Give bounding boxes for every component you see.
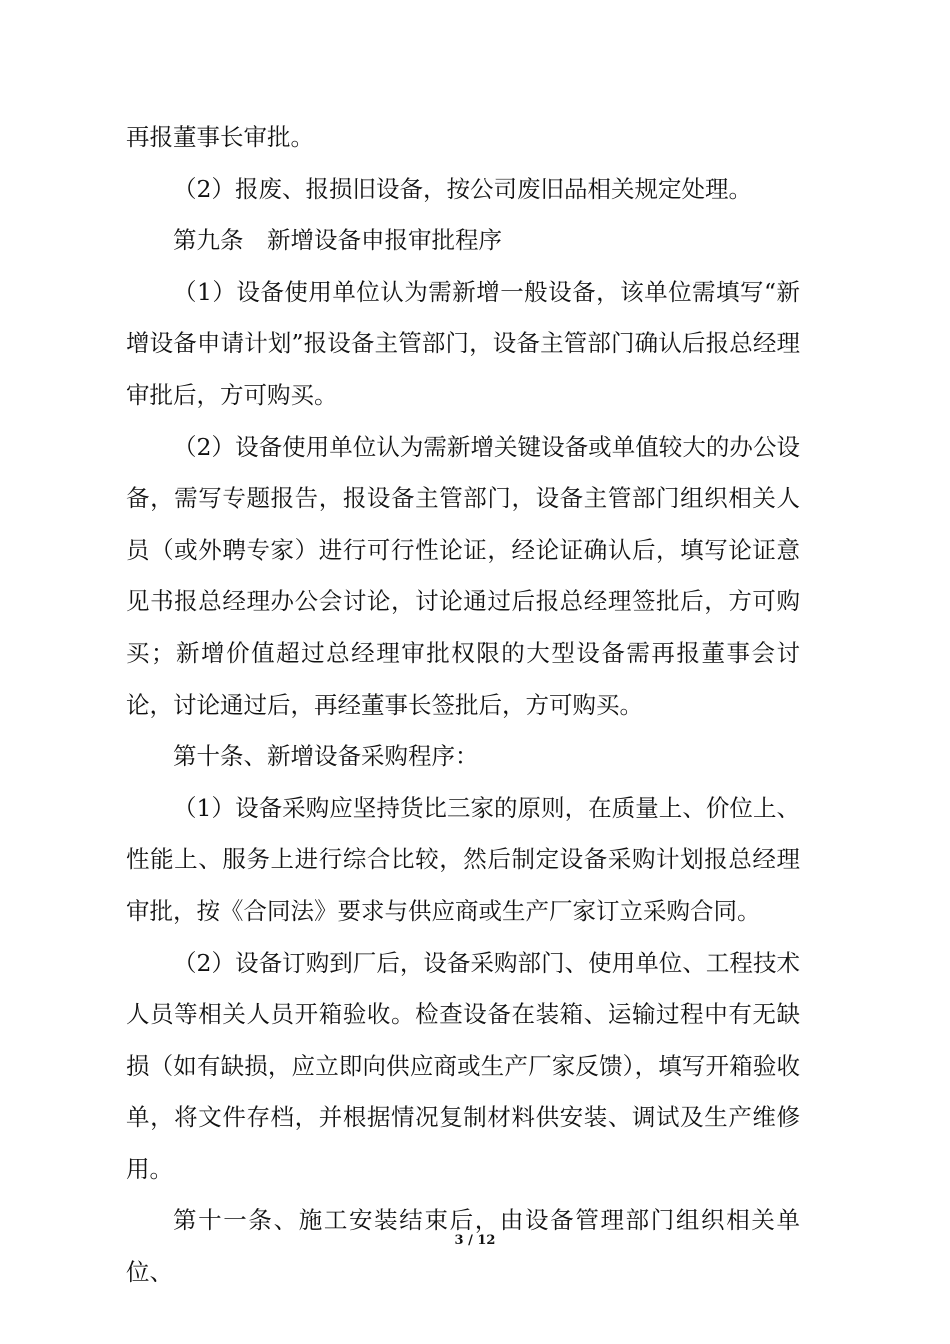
article-9-heading: 第九条 新增设备申报审批程序 [173, 226, 502, 255]
paragraph-2: （2）报废、报损旧设备，按公司废旧品相关规定处理。 [173, 174, 752, 203]
paragraph-7: （1）设备采购应坚持货比三家的原则，在质量上、价位上、性能上、服务上进行综合比较，然后制定设备采购计划报总经理审批，按《合同法》要求与供应商或生产厂家订立采购合同。 [126, 793, 800, 925]
paragraph-8: （2）设备订购到厂后，设备采购部门、使用单位、工程技术人员等相关人员开箱验收。检查设备在装箱、运输过程中有无缺损（如有缺损，应立即向供应商或生产厂家反馈），填写开箱验收单，将文件存档，并根据情况复制材料供安装、调试及生产维修用。 [126, 948, 800, 1183]
article-10-heading: 第十条、新增设备采购程序： [173, 742, 479, 771]
document-body [126, 112, 800, 1299]
paragraph-5: （2）设备使用单位认为需新增关键设备或单值较大的办公设备，需写专题报告，报设备主管部门，设备主管部门组织相关人员（或外聘专家）进行可行性论证，经论证确认后，填写论证意见书报总经理办公会讨论，讨论通过后报总经理签批后，方可购买；新增价值超过总经理审批权限的大型设备需再报董事会讨论，讨论通过后，再经董事长签批后，方可购买。 [126, 432, 800, 719]
paragraph-1: 再报董事长审批。 [126, 123, 314, 151]
page-number: 3 / 12 [454, 1233, 496, 1248]
paragraph-4: （1）设备使用单位认为需新增一般设备，该单位需填写“新增设备申请计划”报设备主管部门，设备主管部门确认后报总经理审批后，方可购买。 [126, 277, 800, 409]
article-11-paragraph: 第十一条、施工安装结束后，由设备管理部门组织相关单位、 [126, 1206, 800, 1287]
